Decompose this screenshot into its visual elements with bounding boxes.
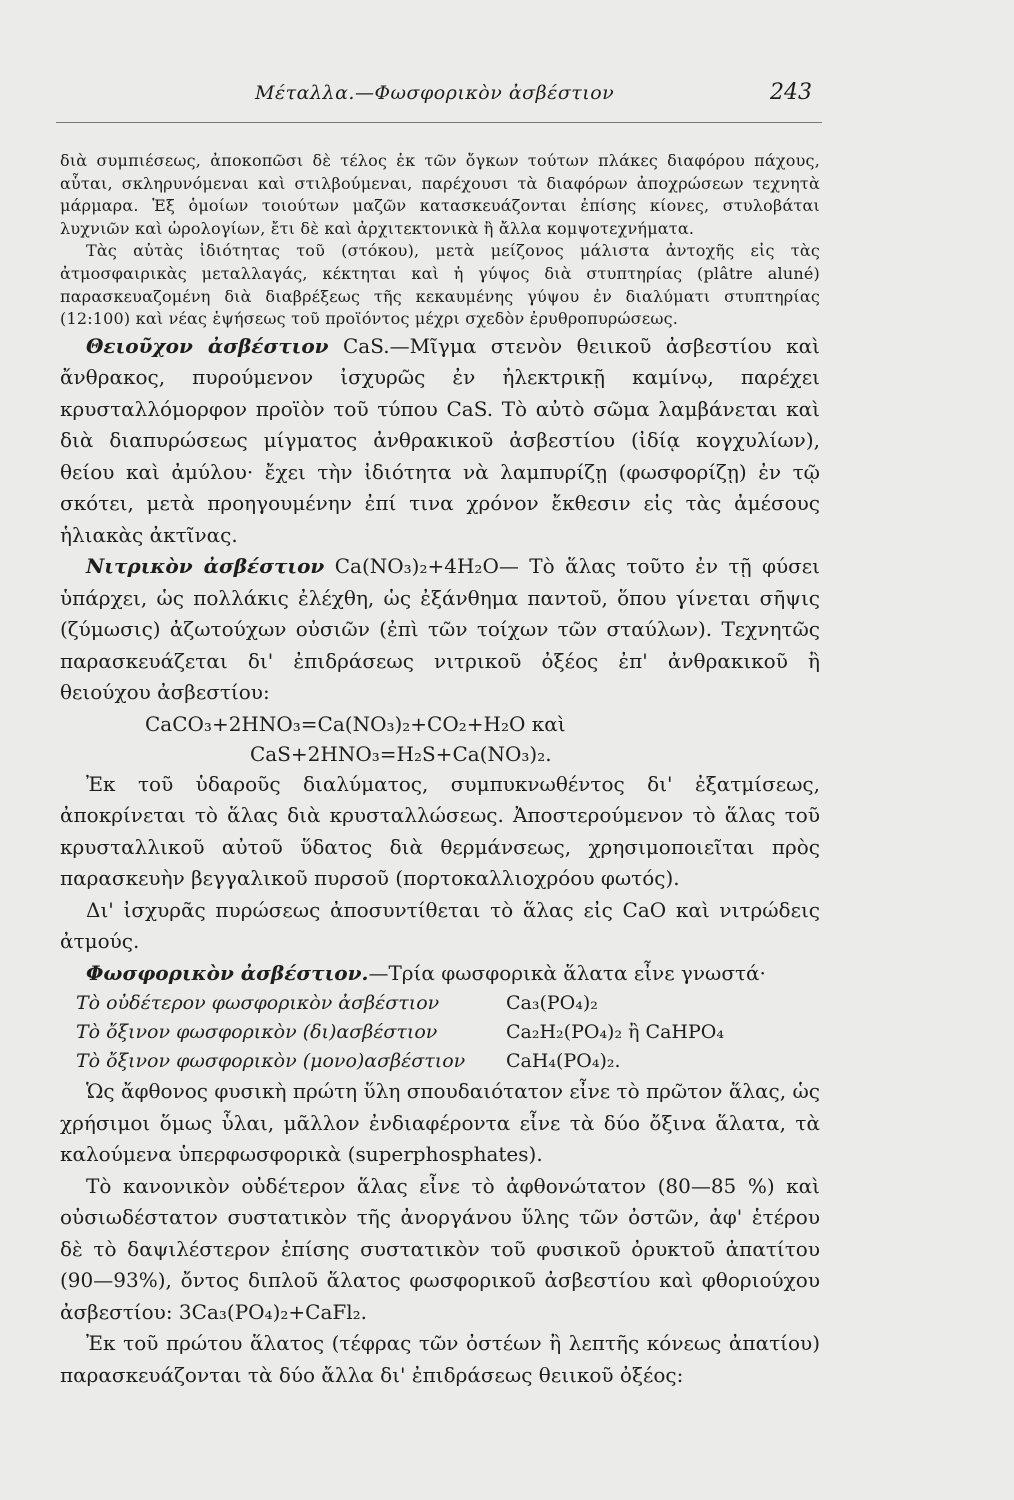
running-head: Μέταλλα.—Φωσφορικὸν ἀσβέστιον [255, 82, 615, 104]
paragraph-2: Τὰς αὐτὰς ἰδιότητας τοῦ (στόκου), μετὰ μείζονος μάλιστα ἀντοχῆς εἰς τὰς ἀτμοσφαιρικὰς μεταλλαγάς, κέκτηται καὶ ἡ γύψος διὰ στυπτηρίας (plâtre aluné) παρασκευαζομένη διὰ διαβρέξεως τῆς κεκαυμένης γύψου ἐν διαλύματι στυπτηρίας (12:100) καὶ νέας ἑψήσεως τοῦ προϊόντος μέχρι σχεδὸν ἐρυθροπυρώσεως. [60, 241, 820, 329]
paragraph-3-text: CaS.—Μῖγμα στενὸν θειικοῦ ἀσβεστίου καὶ ἄνθρακος, πυρούμενον ἰσχυρῶς ἐν ἠλεκτρικῇ καμίνῳ, παρέχει κρυσταλλόμορφον προϊὸν τοῦ τύπου CaS. Τὸ αὐτὸ σῶμα λαμβάνεται καὶ διὰ διαπυρώσεως μίγματος ἀνθρακικοῦ ἀσβεστίου (ἰδίᾳ κογχυλίων), θείου καὶ ἀμύλου· ἔχει τὴν ἰδιότητα νὰ λαμπυρίζῃ (φωσφορίζῃ) ἐν τῷ σκότει, μετὰ προηγουμένην ἐπί τινα χρόνον ἔκθεσιν εἰς τὰς ἀμέσους ἡλιακὰς ἀκτῖνας. [60, 333, 820, 547]
paragraph-8: Ὡς ἄφθονος φυσικὴ πρώτη ὕλη σπουδαιότατον εἶνε τὸ πρῶτον ἅλας, ὡς χρήσιμοι ὅμως ὗλαι, μᾶλλον ἐνδιαφέροντα εἶνε τὰ δύο ὄξινα ἅλατα, τὰ καλούμενα ὑπερφωσφορικὰ (superphosphates). [60, 1079, 820, 1167]
list-item [60, 1018, 820, 1047]
list-item [60, 989, 820, 1018]
body-text [60, 150, 820, 1391]
list-item-name: Τὸ ὄξινον φωσφορικὸν (μονο)ασβέστιον [76, 1050, 466, 1073]
paragraph-9: Τὸ κανονικὸν οὐδέτερον ἅλας εἶνε τὸ ἀφθονώτατον (80—85 %) καὶ οὐσιωδέστατον συστατικὸν τῆς ἀνοργάνου ὕλης τῶν ὀστῶν, ἀφ' ἑτέρου δὲ τὸ δαψιλέστερον ἐπίσης συστατικὸν τοῦ φυσικοῦ ὀρυκτοῦ ἀπατίτου (90—93%), ὄντος διπλοῦ ἅλατος φωσφορικοῦ ἀσβεστίου καὶ φθοριούχου ἀσβεστίου: 3Ca₃(PO₄)₂+CaFl₂. [60, 1173, 820, 1324]
list-item-formula: Ca₂H₂(PO₄)₂ ἢ CaHPO₄ [506, 1021, 724, 1044]
header-rule [56, 122, 822, 123]
page-number: 243 [770, 80, 812, 105]
equation-2: CaS+2HNO₃=H₂S+Ca(NO₃)₂. [250, 741, 552, 766]
list-item-name: Τὸ ὄξινον φωσφορικὸν (δι)ασβέστιον [76, 1021, 438, 1044]
list-item-formula: Ca₃(PO₄)₂ [506, 992, 598, 1015]
list-item-name: Τὸ οὐδέτερον φωσφορικὸν ἀσβέστιον [76, 992, 440, 1015]
section-heading-calcium-sulfide: Θειοῦχον ἀσβέστιον [86, 333, 329, 358]
paragraph-5: Ἐκ τοῦ ὑδαροῦς διαλύματος, συμπυκνωθέντος δι' ἐξατμίσεως, ἀποκρίνεται τὸ ἅλας διὰ κρυσταλλώσεως. Ἀποστερούμενον τὸ ἅλας τοῦ κρυσταλλικοῦ αὐτοῦ ὕδατος διὰ θερμάνσεως, χρησιμοποιεῖται πρὸς παρασκευὴν βεγγαλικοῦ πυρσοῦ (πορτοκαλλιοχρόου φωτός). [60, 771, 820, 891]
list-item-formula: CaH₄(PO₄)₂. [506, 1050, 621, 1073]
list-item [60, 1047, 820, 1076]
paragraph-calcium-phosphate [60, 958, 820, 990]
phosphate-list [60, 989, 820, 1076]
paragraph-4-text: Ca(NO₃)₂+4H₂O— Τὸ ἅλας τοῦτο ἐν τῇ φύσει ὑπάρχει, ὡς πολλάκις ἐλέχθη, ὡς ἐξάνθημα παντοῦ, ὅπου γίνεται σῆψις (ζύμωσις) ἀζωτούχων οὐσιῶν (ἐπὶ τῶν τοίχων τῶν σταύλων). Τεχνητῶς παρασκευάζεται δι' ἐπιδράσεως νιτρικοῦ ὀξέος ἐπ' ἀνθρακικοῦ ἢ θειούχου ἀσβεστίου: [60, 554, 820, 705]
paragraph-calcium-nitrate [60, 551, 820, 709]
paragraph-10: Ἐκ τοῦ πρώτου ἅλατος (τέφρας τῶν ὀστέων ἢ λεπτῆς κόνεως ἀπατίου) παρασκευάζονται τὰ δύο ἄλλα δι' ἐπιδράσεως θειικοῦ ὀξέος: [60, 1331, 820, 1387]
paragraph-6: Δι' ἰσχυρᾶς πυρώσεως ἀποσυντίθεται τὸ ἅλας εἰς CaO καὶ νιτρώδεις ἀτμούς. [60, 897, 820, 954]
section-heading-calcium-phosphate: Φωσφορικὸν ἀσβέστιον. [86, 960, 369, 985]
equation-1: CaCO₃+2HNO₃=Ca(NO₃)₂+CO₂+H₂O καὶ [145, 711, 566, 736]
paragraph-calcium-sulfide [60, 331, 820, 552]
section-heading-calcium-nitrate: Νιτρικὸν ἀσβέστιον [86, 554, 325, 579]
paragraph-7-text: —Τρία φωσφορικὰ ἅλατα εἶνε γνωστά· [368, 960, 766, 985]
paragraph-1: διὰ συμπιέσεως, ἀποκοπῶσι δὲ τέλος ἐκ τῶν ὄγκων τούτων πλάκες διαφόρου πάχους, αὗται, σκληρυνόμεναι καὶ στιλβούμεναι, παρέχουσι τὰ διαφόρων ἀποχρώσεων τεχνητὰ μάρμαρα. Ἐξ ὁμοίων τοιούτων μαζῶν κατασκευάζονται ἐπίσης κίονες, στυλοβάται λυχνιῶν καὶ ὡρολογίων, ἔτι δὲ καὶ ἀρχιτεκτονικὰ ἢ ἄλλα κομψοτεχνήματα. [60, 151, 820, 238]
